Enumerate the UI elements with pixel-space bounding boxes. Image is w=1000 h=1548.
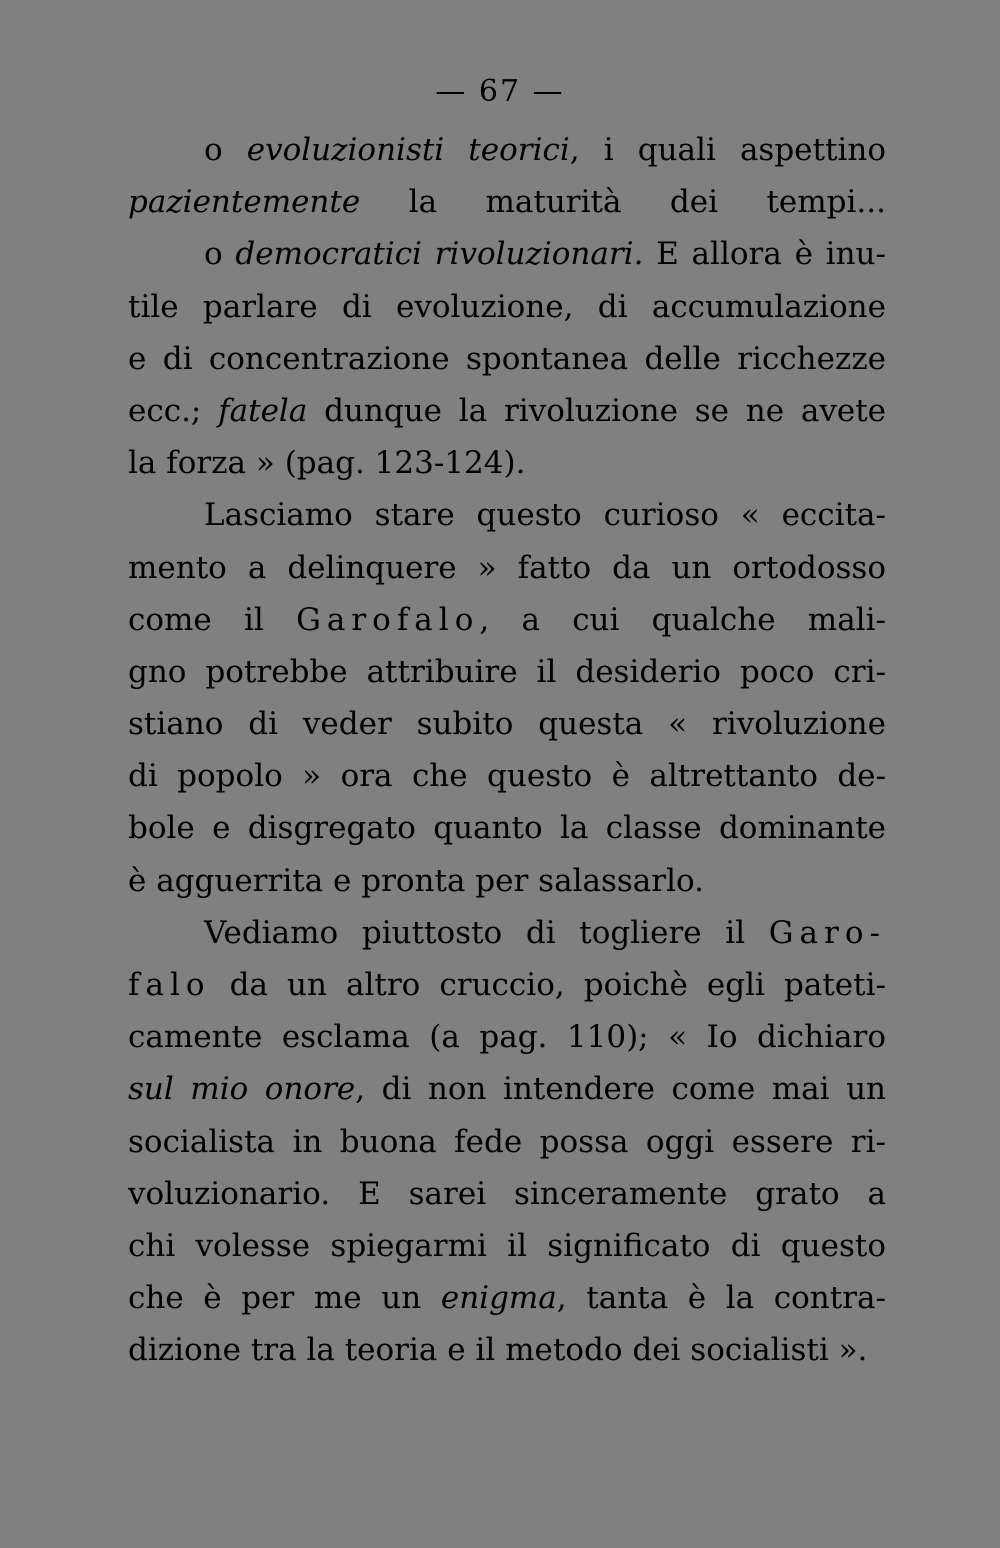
italic-text: evoluzionisti teorici <box>246 132 570 168</box>
text-line <box>128 1324 886 1376</box>
text-segment: E allora è inu- <box>643 236 886 273</box>
text-segment: che è per me un <box>128 1280 441 1317</box>
text-line <box>128 489 886 541</box>
text-line <box>128 542 886 594</box>
italic-text: fatela <box>218 392 308 429</box>
text-segment: o <box>204 236 236 273</box>
text-segment: voluzionario. E sarei sinceramente grato a <box>128 1175 886 1212</box>
text-line <box>128 1168 886 1220</box>
text-segment: chi volesse spiegarmi il significato di questo <box>128 1227 886 1264</box>
text-line <box>128 698 886 750</box>
text-line <box>128 1011 886 1063</box>
text-line <box>128 333 886 385</box>
text-line <box>128 1272 886 1324</box>
text-line <box>128 750 886 802</box>
italic-text: pazientemente <box>128 184 361 221</box>
text-line <box>128 907 886 959</box>
spaced-name: Garo- <box>768 914 886 951</box>
text-line <box>128 1116 886 1168</box>
text-line <box>128 802 886 854</box>
text-segment: o <box>204 132 247 168</box>
text-segment: e di concentrazione spontanea delle ricchezze <box>128 340 886 377</box>
text-line <box>128 855 886 907</box>
text-line <box>128 646 886 698</box>
text-segment: camente esclama (a pag. 110); « Io dichiaro <box>128 1019 886 1056</box>
text-line <box>128 1063 886 1115</box>
text-line <box>128 228 886 280</box>
text-segment: di popolo » ora che questo è altrettanto de- <box>128 758 886 795</box>
text-line <box>128 437 886 489</box>
text-segment: come il <box>128 601 297 638</box>
page-number: — 67 — <box>435 74 565 109</box>
text-segment: socialista in buona fede possa oggi essere ri- <box>128 1123 886 1160</box>
italic-text: democratici rivoluzionari. <box>235 236 644 273</box>
text-segment: è agguerrita e pronta per salassarlo. <box>128 862 704 899</box>
spaced-name: Garofalo <box>296 601 480 638</box>
text-segment: la forza » (pag. 123-124). <box>128 445 526 482</box>
text-segment: , di non intendere come mai un <box>355 1071 886 1108</box>
text-segment: stiano di veder subito questa « rivoluzione <box>128 706 886 743</box>
italic-text: enigma <box>440 1280 557 1317</box>
text-segment: tile parlare di evoluzione, di accumulazione <box>128 288 886 325</box>
text-segment: bole e disgregato quanto la classe dominante <box>128 810 886 847</box>
text-line <box>128 385 886 437</box>
spaced-name: falo <box>128 967 211 1003</box>
text-line <box>128 124 886 176</box>
text-segment: Vediamo piuttosto di togliere il <box>204 914 769 951</box>
text-segment: Lasciamo stare questo curioso « eccita- <box>204 497 886 534</box>
text-segment: da un altro cruccio, poichè egli pateti- <box>210 967 886 1003</box>
text-segment: dunque la rivoluzione se ne avete <box>307 392 887 429</box>
text-line <box>128 1220 886 1272</box>
text-segment: mento a delinquere » fatto da un ortodosso <box>128 549 886 586</box>
text-segment: , tanta è la contra- <box>556 1280 886 1317</box>
text-segment: dizione tra la teoria e il metodo dei socialisti ». <box>128 1332 868 1369</box>
text-line <box>128 281 886 333</box>
text-segment: ecc.; <box>128 392 219 429</box>
text-segment: la maturità dei tempi... <box>360 184 886 221</box>
text-segment: , i quali aspettino <box>569 132 886 168</box>
text-line <box>128 959 886 1011</box>
text-line <box>128 594 886 646</box>
text-segment: gno potrebbe attribuire il desiderio poco cri- <box>128 653 886 690</box>
text-segment: , a cui qualche mali- <box>479 601 886 638</box>
text-line <box>128 176 886 228</box>
italic-text: sul mio onore <box>128 1071 356 1108</box>
body-text <box>128 124 886 1377</box>
